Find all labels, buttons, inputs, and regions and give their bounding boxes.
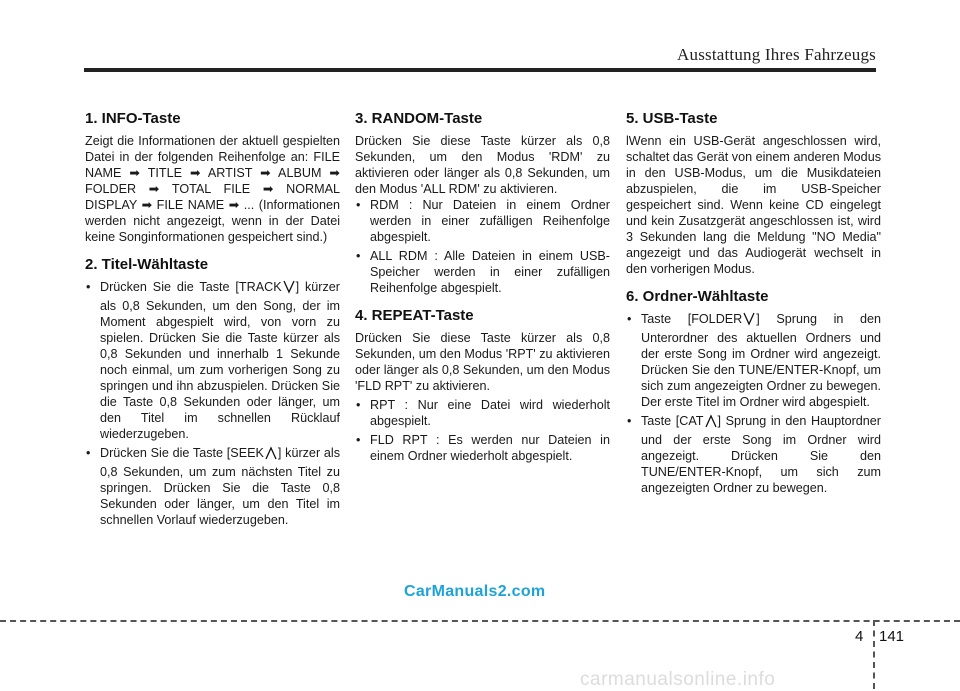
column-1 [85,110,340,528]
repeat-description: Drücken Sie diese Taste kürzer als 0,8 Sekunden, um den Modus 'RPT' zu aktivieren oder länger als 0,8 Sekunden, um den Modus 'FLD RPT' zu aktivieren. [355,331,610,393]
chevron-down-icon [283,280,295,298]
info-description: Zeigt die Informationen der aktuell gespielten Datei in der folgenden Reihenfolge an: FILE NAME ➡ TITLE ➡ ARTIST ➡ ALBUM ➡ FOLDER ➡ TOTAL FILE ➡ NORMAL DISPLAY ➡ FILE NAME ➡ ... (Informationen werden nicht angezeigt, wenn in der Datei keine Songinformationen gespeichert sind.) [85,134,340,244]
cat-bullet-post: ] Sprung in den Hauptordner und der erste Song im Ordner wird angezeigt. Drücken Sie den TUNE/ENTER-Knopf, um sich zum angezeigten Ordner zu bewegen. [641,414,881,495]
seek-bullet-post: ] kürzer als 0,8 Sekunden, um zum nächsten Titel zu springen. Drücken Sie die Taste 0,8 Sekunden oder länger, um den Titel im schnellen Vorlauf wiederzugeben. [100,446,340,527]
repeat-bullet-rpt: • RPT : Nur eine Datei wird wiederholt abgespielt. [355,397,610,429]
section-heading-repeat: 4. REPEAT-Taste [355,307,474,324]
chevron-up-icon [705,414,717,432]
section-heading-track: 2. Titel-Wähltaste [85,256,209,273]
folder-bullet-post: ] Sprung in den Unterordner des aktuellen Ordners und der erste Song im Ordner wird angezeigt. Drücken Sie den TUNE/ENTER-Knopf, um sich zum angezeigten Ordner zu bewegen. Der erste Titel im Ordner wird abgespielt. [641,312,881,409]
page-number: 141 [879,628,905,645]
section-heading-random: 3. RANDOM-Taste [355,110,483,127]
running-header-title: Ausstattung Ihres Fahrzeugs [677,45,876,64]
track-bullet-pre: Drücken Sie die Taste [TRACK [100,280,282,294]
random-description: Drücken Sie diese Taste kürzer als 0,8 Sekunden, um den Modus 'RDM' zu aktivieren oder länger als 0,8 Sekunden, um den Modus 'ALL RDM' zu aktivieren. [355,134,610,196]
carmanuals-watermark-link[interactable]: CarManuals2.com [404,583,546,600]
folder-bullet-pre: Taste [FOLDER [641,312,743,326]
seek-bullet [85,445,340,528]
usb-description: lWenn ein USB-Gerät angeschlossen wird, schaltet das Gerät von einem anderen Modus in den USB-Modus, um die Musikdateien abzuspielen, die im USB-Speicher gespeichert sind. Wenn keine CD eingelegt und kein Zusatzgerät angeschlossen ist, wird 3 Sekunden lang die Meldung "NO Media" angezeigt und das Audiogerät wechselt in den vorherigen Modus. [626,134,881,276]
seek-bullet-pre: Drücken Sie die Taste [SEEK [100,446,264,460]
column-3 [626,110,881,496]
chevron-down-icon [743,312,755,330]
chapter-number: 4 [855,628,864,645]
column-2 [355,110,610,464]
cat-bullet-pre: Taste [CAT [641,414,704,428]
site-watermark: carmanualsonline.info [580,669,776,690]
header-rule [84,68,876,72]
section-heading-usb: 5. USB-Taste [626,110,718,127]
repeat-bullet-fld-rpt: • FLD RPT : Es werden nur Dateien in einem Ordner wiederholt abgespielt. [355,432,610,464]
cat-bullet [626,413,881,496]
track-bullet-post: ] kürzer als 0,8 Sekunden, um den Song, der im Moment abgespielt wird, von vorn zu spielen. Drücken Sie die Taste kürzer als 0,8 Sekunden und innerhalb 1 Sekunde noch einmal, um zum vorherigen Song zu springen und ihn abzuspielen. Drücken Sie die Taste 0,8 Sekunden oder länger, um den Titel im schnellen Rücklauf wiederzugeben. [100,280,340,441]
footer-dashed-rule [0,620,960,622]
chevron-up-icon [265,446,277,464]
random-bullet-rdm: • RDM : Nur Dateien in einem Ordner werden in einer zufälligen Reihenfolge abgespielt. [355,197,610,245]
footer-dashed-divider [873,620,875,689]
section-heading-folder: 6. Ordner-Wähltaste [626,288,769,305]
track-bullet [85,279,340,442]
folder-bullet [626,311,881,410]
random-bullet-all-rdm: • ALL RDM : Alle Dateien in einem USB-Speicher werden in einer zufälligen Reihenfolge abgespielt. [355,248,610,296]
section-heading-info: 1. INFO-Taste [85,110,181,127]
